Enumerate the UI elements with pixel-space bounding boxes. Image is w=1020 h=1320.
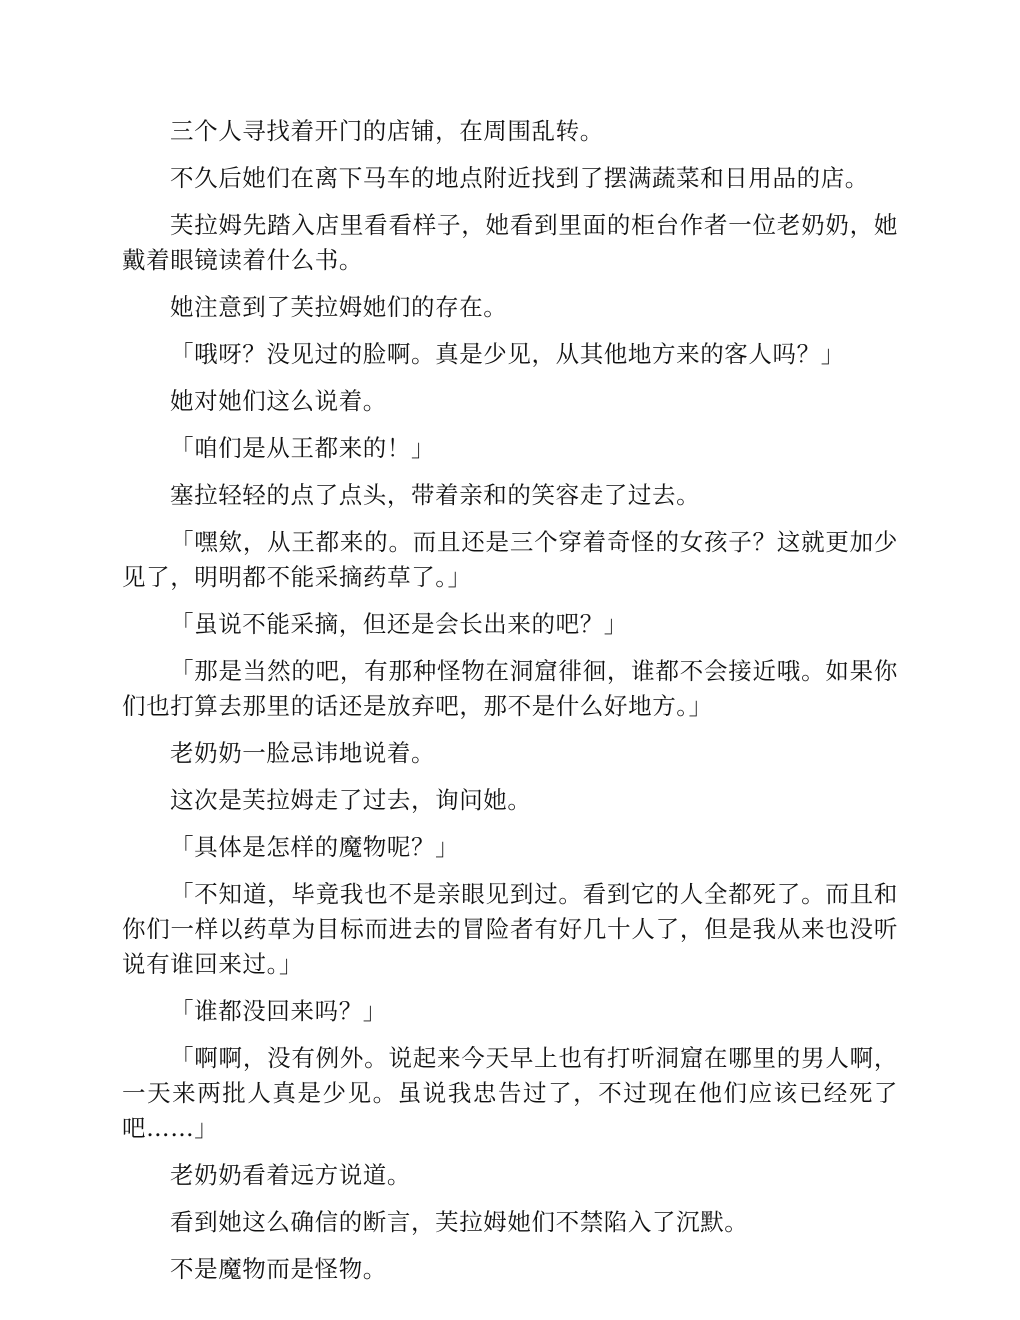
paragraph: 老奶奶看着远方说道。 (170, 1161, 411, 1189)
paragraph: 「不知道，毕竟我也不是亲眼见到过。看到它的人全都死了。而且和你们一样以药草为目标而进去的冒险者有好几十人了，但是我从来也没听说有谁回来过。」 (122, 880, 898, 978)
paragraph: 「具体是怎样的魔物呢？」 (170, 833, 460, 861)
body-text (122, 114, 898, 1299)
paragraph: 她注意到了芙拉姆她们的存在。 (170, 293, 508, 321)
paragraph: 这次是芙拉姆走了过去，询问她。 (170, 786, 532, 814)
paragraph: 「虽说不能采摘，但还是会长出来的吧？」 (170, 610, 628, 638)
paragraph: 三个人寻找着开门的店铺，在周围乱转。 (170, 117, 604, 145)
paragraph: 芙拉姆先踏入店里看看样子，她看到里面的柜台作者一位老奶奶，她戴着眼镜读着什么书。 (122, 211, 898, 274)
paragraph: 老奶奶一脸忌讳地说着。 (170, 739, 436, 767)
paragraph: 她对她们这么说着。 (170, 387, 387, 415)
paragraph: 「哦呀？没见过的脸啊。真是少见，从其他地方来的客人吗？」 (170, 340, 845, 368)
paragraph: 「谁都没回来吗？」 (170, 997, 387, 1025)
paragraph: 塞拉轻轻的点了点头，带着亲和的笑容走了过去。 (170, 481, 701, 509)
paragraph: 不久后她们在离下马车的地点附近找到了摆满蔬菜和日用品的店。 (170, 164, 869, 192)
paragraph: 看到她这么确信的断言，芙拉姆她们不禁陷入了沉默。 (170, 1208, 749, 1236)
paragraph: 「啊啊，没有例外。说起来今天早上也有打听洞窟在哪里的男人啊，一天来两批人真是少见。虽说我忠告过了，不过现在他们应该已经死了吧……」 (122, 1044, 898, 1142)
paragraph: 不是魔物而是怪物。 (170, 1255, 387, 1283)
paragraph: 「咱们是从王都来的！」 (170, 434, 436, 462)
paragraph: 「那是当然的吧，有那种怪物在洞窟徘徊，谁都不会接近哦。如果你们也打算去那里的话还是放弃吧，那不是什么好地方。」 (122, 657, 898, 720)
paragraph: 「嘿欸，从王都来的。而且还是三个穿着奇怪的女孩子？这就更加少见了，明明都不能采摘药草了。」 (122, 528, 898, 591)
